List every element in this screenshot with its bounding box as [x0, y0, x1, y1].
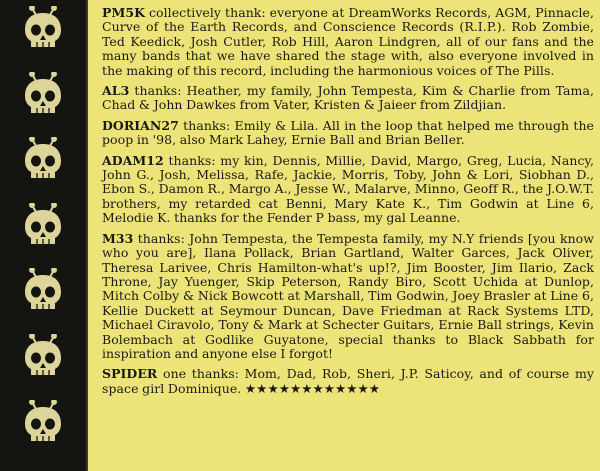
skull-icon: [18, 137, 68, 185]
skull-icon: [18, 334, 68, 382]
credit-name: AL3: [102, 83, 130, 99]
credit-al3: [102, 84, 594, 113]
credit-m33: [102, 232, 594, 362]
skull-strip: [0, 0, 88, 471]
skull-icon: [18, 203, 68, 251]
credit-name: SPIDER: [102, 366, 158, 382]
credit-text: thanks: Emily & Lila. All in the loop that helped me through the poop in '98, also Mark Lahey, Ernie Ball and Brian Beller.: [102, 117, 594, 148]
credit-text: thanks: Heather, my family, John Tempesta, Kim & Charlie from Tama, Chad & John Dawkes from Vater, Kristen & Jaieer from Zildjian.: [102, 83, 594, 113]
credit-text: collectively thank: everyone at DreamWorks Records, AGM, Pinnacle, Curve of the Earth Records, and Conscience Records (R.I.P.). Rob Zombie, Ted Keedick, Josh Cutler, Rob Hill, Aaron Lindgren, all of our fans and the many bands that we have shared the stage with, also everyone involved in the making of this record, including the harmonious voices of The Pills.: [102, 5, 594, 78]
credit-pm5k: [102, 6, 594, 78]
thanks-panel: [88, 0, 600, 471]
credit-text: one thanks: Mom, Dad, Rob, Sheri, J.P. Saticoy, and of course my space girl Dominique. ★★★★★★★★★★★★: [102, 366, 594, 396]
skull-icon: [18, 268, 68, 316]
skull-icon: [18, 72, 68, 120]
credit-adam12: [102, 154, 594, 226]
skull-icon: [18, 400, 68, 448]
credit-text: thanks: John Tempesta, the Tempesta family, my N.Y friends [you know who you are], Ilana Pollack, Brian Gartland, Walter Garces, Jack Oliver, Theresa Larivee, Chris Hamilton-what's up!?, Jim Booster, Jim Ilario, Zack Throne, Jay Yuenger, Skip Peterson, Randy Biro, Scott Uchida at Dunlop, Mitch Colby & Nick Bowcott at Marshall, Tim Godwin, Joey Brasler at Line 6, Kellie Duckett at Seymour Duncan, Dave Friedman at Rack Systems LTD, Michael Ciravolo, Tony & Mark at Schecter Guitars, Ernie Ball strings, Kevin Bolembach at Godlike Guyatone, special thanks to Black Sabbath for inspiration and anyone else I forgot!: [102, 230, 595, 361]
skull-icon: [18, 6, 68, 54]
credit-name: DORIAN27: [102, 117, 179, 133]
credit-name: ADAM12: [102, 152, 164, 168]
credit-text: thanks: my kin, Dennis, Millie, David, Margo, Greg, Lucia, Nancy, John G., Josh, Melissa, Rafe, Jackie, Morris, Toby, John & Lori, Siobhan D., Ebon S., Damon R., Margo A., Jesse W., Malarve, Minno, Geoff R., the J.O.W.T. brothers, my retarded cat Benni, Mary Kate K., Tim Godwin at Line 6, Melodie K. thanks for the Fender P bass, my gal Leanne.: [102, 152, 595, 226]
credit-dorian27: [102, 119, 594, 148]
credit-spider: [102, 367, 594, 396]
credit-name: PM5K: [102, 5, 145, 20]
credit-name: M33: [102, 230, 134, 246]
